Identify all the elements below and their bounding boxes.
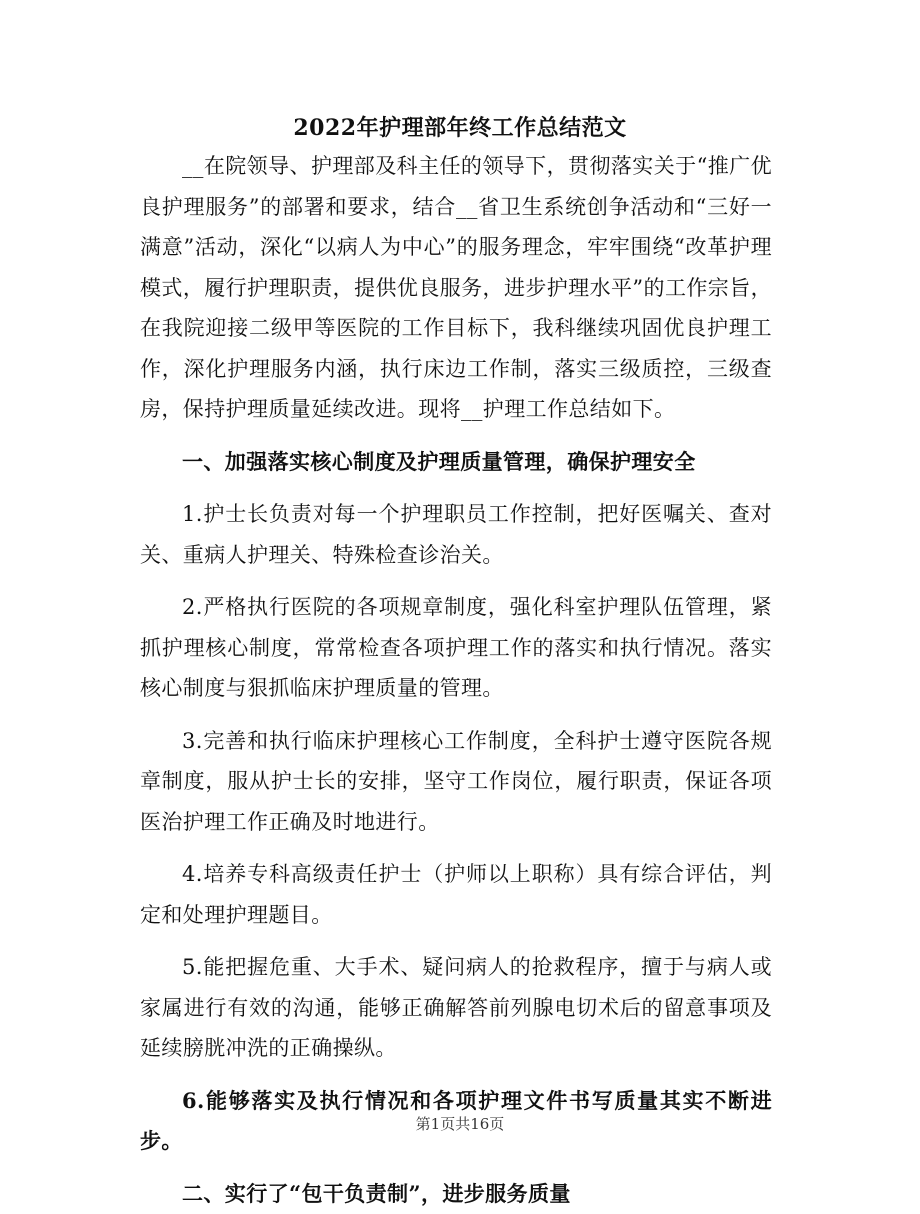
list-item-1: 1.护士长负责对每一个护理职员工作控制，把好医嘱关、查对关、重病人护理关、特殊检查诊治关。 xyxy=(140,494,772,575)
list-item-6: 6.能够落实及执行情况和各项护理文件书写质量其实不断进步。 xyxy=(140,1081,772,1162)
document-body xyxy=(140,146,772,1214)
document-title: 2022年护理部年终工作总结范文 xyxy=(0,108,920,148)
section-heading-2: 二、实行了“包干负责制”，进步服务质量 xyxy=(140,1174,772,1214)
section-heading-1: 一、加强落实核心制度及护理质量管理，确保护理安全 xyxy=(140,442,772,483)
intro-paragraph: __在院领导、护理部及科主任的领导下，贯彻落实关于“推广优良护理服务”的部署和要求，结合__省卫生系统创争活动和“三好一满意”活动，深化“以病人为中心”的服务理念，牢牢围绕“改革护理模式，履行护理职责，提供优良服务，进步护理水平”的工作宗旨，在我院迎接二级甲等医院的工作目标下，我科继续巩固优良护理工作，深化护理服务内涵，执行床边工作制，落实三级质控，三级查房，保持护理质量延续改进。现将__护理工作总结如下。 xyxy=(140,146,772,430)
list-item-2: 2.严格执行医院的各项规章制度，强化科室护理队伍管理，紧抓护理核心制度，常常检查各项护理工作的落实和执行情况。落实核心制度与狠抓临床护理质量的管理。 xyxy=(140,587,772,709)
page-number-footer: 第1页共16页 xyxy=(0,1112,920,1136)
list-item-5: 5.能把握危重、大手术、疑问病人的抢救程序，擅于与病人或家属进行有效的沟通，能够正确解答前列腺电切术后的留意事项及延续膀胱冲洗的正确操纵。 xyxy=(140,947,772,1069)
list-item-3: 3.完善和执行临床护理核心工作制度，全科护士遵守医院各规章制度，服从护士长的安排，坚守工作岗位，履行职责，保证各项医治护理工作正确及时地进行。 xyxy=(140,721,772,843)
list-item-4: 4.培养专科高级责任护士（护师以上职称）具有综合评估，判定和处理护理题目。 xyxy=(140,854,772,935)
